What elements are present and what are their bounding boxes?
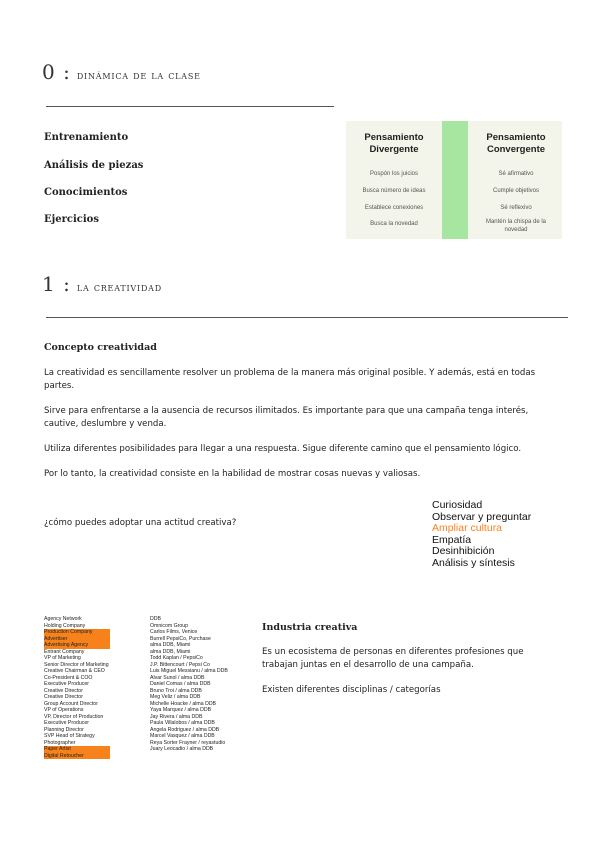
trait-curiosidad: Curiosidad xyxy=(432,499,483,511)
convergent-row-2: Cumple objetivos xyxy=(492,188,540,194)
credit-name: Yaya Marquez / alma DDB xyxy=(150,707,212,713)
credit-name: Luis Miguel Messianu / alma DDB xyxy=(150,668,228,674)
credit-name: Michelle Hoacke / alma DDB xyxy=(150,700,217,707)
credit-role: Executive Producer xyxy=(44,681,89,687)
credit-role: Senior Director of Marketing xyxy=(44,661,109,668)
paragraph-4: Por lo tanto, la creatividad consiste en la habilidad de mostrar cosas nuevas y valiosas. xyxy=(44,469,421,479)
section-0-heading xyxy=(42,60,201,84)
credit-role: Executive Producer xyxy=(44,720,89,726)
credit-name: Daniel Comas / alma DDB xyxy=(150,681,211,687)
divergent-title-line-2: Divergente xyxy=(369,144,419,155)
credit-role: Group Account Director xyxy=(44,700,98,707)
credit-role: Production Company xyxy=(44,629,110,636)
trait-empatia: Empatía xyxy=(432,533,472,546)
credit-name: Todd Kaplan / PepsiCo xyxy=(150,655,203,661)
credit-name: Burrell PepsiCo, Purchase xyxy=(150,635,211,642)
credit-role: VP of Marketing xyxy=(44,655,81,661)
credit-role: Creative Director xyxy=(44,687,83,694)
concepto-title: Concepto creatividad xyxy=(44,342,157,353)
divergent-row-2: Busca número de ideas xyxy=(362,188,426,194)
credit-name: Angela Rodriguez / alma DDB xyxy=(150,726,220,733)
divergent-row-4: Busca la novedad xyxy=(370,221,418,227)
convergent-row-4: Mantén la chispa de la novedad xyxy=(485,219,547,233)
credits-roles xyxy=(44,616,110,759)
menu-item-ejercicios: Ejercicios xyxy=(44,214,99,225)
section-0-number: 0 : xyxy=(42,60,71,84)
paragraph-3: Utiliza diferentes posibilidades para llegar a una respuesta. Sigue diferente camino que el pensamiento lógico. xyxy=(44,444,522,454)
credit-name: Meg Veliz / alma DDB xyxy=(150,694,201,700)
table-divider-column xyxy=(442,121,468,239)
divergent-title xyxy=(346,132,442,156)
section-0-title: dinámica de la clase xyxy=(76,69,201,82)
menu-item-entrenamiento: Entrenamiento xyxy=(44,132,129,143)
credit-role: VP, Director of Production xyxy=(44,713,104,720)
credit-name: Omnicom Group xyxy=(150,622,189,629)
credit-name: alma DDB, Miami xyxy=(150,642,191,648)
credit-role: Holding Company xyxy=(44,622,86,629)
credit-role: Advertiser xyxy=(44,636,110,643)
section-1-number: 1 : xyxy=(42,272,71,296)
industria-paragraph-1: Es un ecosistema de personas en diferentes profesiones que trabajan juntas en el desarrollo de una campaña. xyxy=(262,647,524,670)
credit-name: Reya Sorter Frayner / reyastudio xyxy=(150,739,226,746)
convergent-row-3: Sé reflexivo xyxy=(500,205,532,211)
credit-role: Paper Artist xyxy=(44,746,110,753)
credit-name: J.P. Bittencourt / Pepsi Co xyxy=(150,661,210,668)
credit-name: DDB xyxy=(150,616,161,622)
credits-names xyxy=(150,616,228,753)
credit-name: alma DDB, Miami xyxy=(150,648,191,655)
credit-role: VP of Operations xyxy=(44,707,84,713)
credit-role: Co-President & COO xyxy=(44,674,93,681)
trait-desinhibicion: Desinhibición xyxy=(432,545,495,558)
thinking-table xyxy=(346,121,562,239)
credit-role: Planning Director xyxy=(44,726,84,733)
menu-item-conocimientos: Conocimientos xyxy=(44,187,128,198)
credit-name: Marcel Vasquez / alma DDB xyxy=(150,733,215,739)
credit-role: SVP Head of Strategy xyxy=(44,733,95,739)
section-1-rule xyxy=(46,317,568,318)
credit-role: Creative Director xyxy=(44,694,83,700)
credit-name: Paula Villalobos / alma DDB xyxy=(150,720,215,726)
credit-role: Advertising Agency xyxy=(44,642,110,649)
question-text: ¿cómo puedes adoptar una actitud creativa? xyxy=(44,518,237,528)
trait-ampliar-cultura: Ampliar cultura xyxy=(432,522,503,535)
trait-analisis: Análisis y síntesis xyxy=(432,556,515,569)
credit-name: Jay Rivera / alma DDB xyxy=(150,713,203,720)
convergent-title xyxy=(468,132,564,156)
credit-role: Agency Network xyxy=(44,616,82,622)
credit-name: Alvar Sunol / alma DDB xyxy=(150,674,205,681)
industria-title: Industria creativa xyxy=(262,622,358,633)
credit-name: Bruno Troi / alma DDB xyxy=(150,687,202,694)
convergent-title-line-1: Pensamiento xyxy=(486,132,546,143)
section-1-heading xyxy=(42,272,162,296)
credit-role: Entrant Company xyxy=(44,648,85,655)
convergent-title-line-2: Convergente xyxy=(486,144,546,155)
convergent-row-1: Sé afirmativo xyxy=(498,171,534,177)
divergent-title-line-1: Pensamiento xyxy=(364,132,424,143)
divergent-row-1: Pospón los juicios xyxy=(369,171,419,177)
traits-list xyxy=(432,500,531,570)
credit-name: Carlos Films, Venice xyxy=(150,629,198,635)
paragraph-2: Sirve para enfrentarse a la ausencia de recursos ilimitados. Es importante para que una campaña tenga interés, cautive, deslumbre y venda. xyxy=(44,406,529,429)
menu-item-analisis: Análisis de piezas xyxy=(44,160,144,171)
credit-role: Photographer xyxy=(44,739,76,746)
paragraph-1: La creatividad es sencillamente resolver un problema de la manera más original posible. Y además, está en todas partes. xyxy=(44,368,536,391)
credit-role: Creative Chairman & CEO xyxy=(44,668,105,674)
credit-name: Juary Leocadio / alma DDB xyxy=(150,746,214,752)
credit-role: Digital Retoucher xyxy=(44,753,110,760)
industria-paragraph-2: Existen diferentes disciplinas / categorías xyxy=(262,685,441,695)
divergent-row-3: Establece conexiones xyxy=(364,205,424,211)
trait-observar: Observar y preguntar xyxy=(432,510,532,523)
section-1-title: la creatividad xyxy=(76,281,162,294)
section-0-rule xyxy=(46,106,334,107)
